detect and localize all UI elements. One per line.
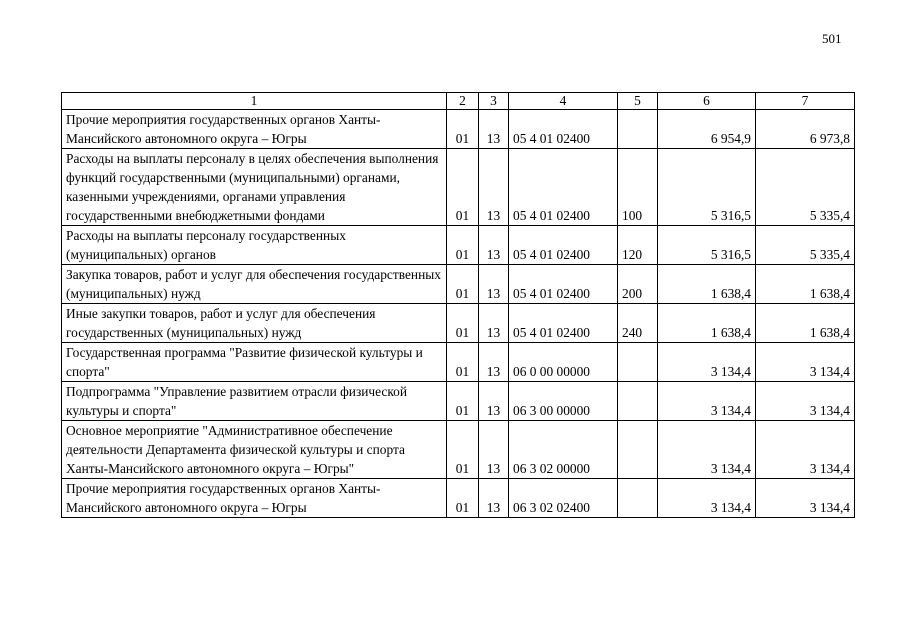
amount-year-2-cell: 5 335,4 xyxy=(756,226,855,265)
row-name-cell: Подпрограмма "Управление развитием отрасли физической культуры и спорта" xyxy=(62,382,447,421)
column-header: 2 xyxy=(447,93,479,110)
section-code-cell: 01 xyxy=(447,343,479,382)
row-name-cell: Прочие мероприятия государственных органов Ханты-Мансийского автономного округа – Югры xyxy=(62,479,447,518)
target-article-cell: 05 4 01 02400 xyxy=(509,149,618,226)
row-name-cell: Закупка товаров, работ и услуг для обеспечения государственных (муниципальных) нужд xyxy=(62,265,447,304)
expense-type-cell xyxy=(618,479,658,518)
expense-type-cell xyxy=(618,343,658,382)
expense-type-cell: 200 xyxy=(618,265,658,304)
page-number: 501 xyxy=(822,31,842,46)
amount-year-2-cell: 5 335,4 xyxy=(756,149,855,226)
subsection-code-cell: 13 xyxy=(479,110,509,149)
amount-year-2-cell: 3 134,4 xyxy=(756,343,855,382)
subsection-code-cell: 13 xyxy=(479,479,509,518)
amount-year-1-cell: 5 316,5 xyxy=(658,226,756,265)
row-name-cell: Государственная программа "Развитие физической культуры и спорта" xyxy=(62,343,447,382)
expense-type-cell: 100 xyxy=(618,149,658,226)
table-row xyxy=(62,343,855,382)
table-row xyxy=(62,421,855,479)
expense-type-cell xyxy=(618,421,658,479)
amount-year-1-cell: 3 134,4 xyxy=(658,382,756,421)
row-name-cell: Основное мероприятие "Административное обеспечение деятельности Департамента физической культуры и спорта Ханты-Мансийского автономного округа – Югры" xyxy=(62,421,447,479)
target-article-cell: 06 3 00 00000 xyxy=(509,382,618,421)
section-code-cell: 01 xyxy=(447,265,479,304)
column-header: 1 xyxy=(62,93,447,110)
expense-type-cell xyxy=(618,382,658,421)
target-article-cell: 05 4 01 02400 xyxy=(509,226,618,265)
amount-year-1-cell: 3 134,4 xyxy=(658,479,756,518)
expense-type-cell: 120 xyxy=(618,226,658,265)
row-name-cell: Прочие мероприятия государственных органов Ханты-Мансийского автономного округа – Югры xyxy=(62,110,447,149)
subsection-code-cell: 13 xyxy=(479,343,509,382)
column-header: 5 xyxy=(618,93,658,110)
table-row xyxy=(62,479,855,518)
target-article-cell: 06 0 00 00000 xyxy=(509,343,618,382)
expense-type-cell: 240 xyxy=(618,304,658,343)
target-article-cell: 06 3 02 02400 xyxy=(509,479,618,518)
subsection-code-cell: 13 xyxy=(479,149,509,226)
row-name-cell: Иные закупки товаров, работ и услуг для обеспечения государственных (муниципальных) нужд xyxy=(62,304,447,343)
row-name-cell: Расходы на выплаты персоналу государственных (муниципальных) органов xyxy=(62,226,447,265)
amount-year-1-cell: 1 638,4 xyxy=(658,304,756,343)
subsection-code-cell: 13 xyxy=(479,226,509,265)
header-row xyxy=(62,93,855,110)
table-row xyxy=(62,265,855,304)
amount-year-2-cell: 3 134,4 xyxy=(756,421,855,479)
amount-year-1-cell: 1 638,4 xyxy=(658,265,756,304)
section-code-cell: 01 xyxy=(447,479,479,518)
column-header: 6 xyxy=(658,93,756,110)
amount-year-1-cell: 5 316,5 xyxy=(658,149,756,226)
subsection-code-cell: 13 xyxy=(479,265,509,304)
table-row xyxy=(62,304,855,343)
target-article-cell: 05 4 01 02400 xyxy=(509,110,618,149)
column-header: 3 xyxy=(479,93,509,110)
table-row xyxy=(62,382,855,421)
amount-year-1-cell: 6 954,9 xyxy=(658,110,756,149)
table-row xyxy=(62,226,855,265)
section-code-cell: 01 xyxy=(447,226,479,265)
row-name-cell: Расходы на выплаты персоналу в целях обеспечения выполнения функций государственными (муниципальными) органами, казенными учреждениями, органами управления государственными внебюджетными фондами xyxy=(62,149,447,226)
section-code-cell: 01 xyxy=(447,149,479,226)
target-article-cell: 05 4 01 02400 xyxy=(509,265,618,304)
subsection-code-cell: 13 xyxy=(479,304,509,343)
target-article-cell: 06 3 02 00000 xyxy=(509,421,618,479)
subsection-code-cell: 13 xyxy=(479,421,509,479)
budget-table xyxy=(61,92,855,518)
table-row xyxy=(62,149,855,226)
amount-year-2-cell: 1 638,4 xyxy=(756,304,855,343)
amount-year-1-cell: 3 134,4 xyxy=(658,421,756,479)
amount-year-2-cell: 6 973,8 xyxy=(756,110,855,149)
amount-year-2-cell: 3 134,4 xyxy=(756,479,855,518)
section-code-cell: 01 xyxy=(447,382,479,421)
section-code-cell: 01 xyxy=(447,304,479,343)
section-code-cell: 01 xyxy=(447,110,479,149)
column-header: 4 xyxy=(509,93,618,110)
amount-year-2-cell: 3 134,4 xyxy=(756,382,855,421)
subsection-code-cell: 13 xyxy=(479,382,509,421)
expense-type-cell xyxy=(618,110,658,149)
amount-year-1-cell: 3 134,4 xyxy=(658,343,756,382)
section-code-cell: 01 xyxy=(447,421,479,479)
target-article-cell: 05 4 01 02400 xyxy=(509,304,618,343)
table-row xyxy=(62,110,855,149)
column-header: 7 xyxy=(756,93,855,110)
amount-year-2-cell: 1 638,4 xyxy=(756,265,855,304)
